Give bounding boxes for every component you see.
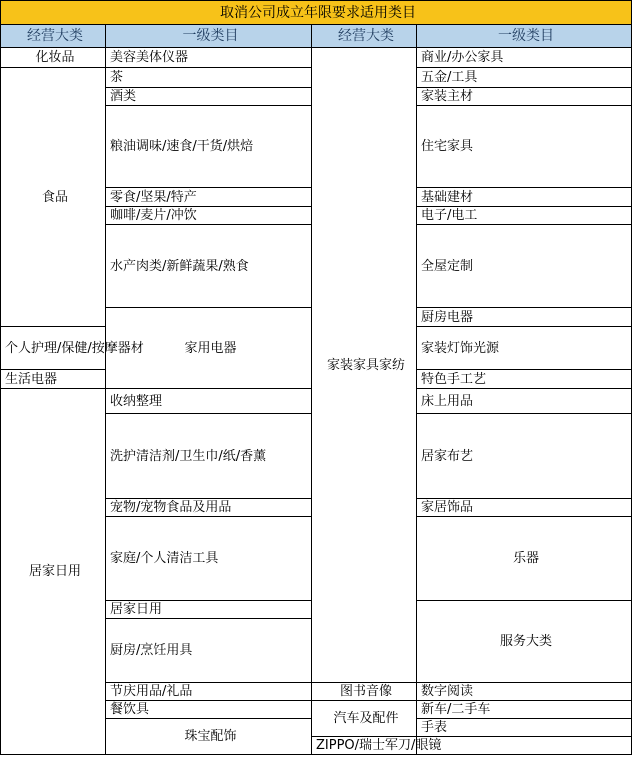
category-cell: 乐器 (417, 517, 632, 601)
subcategory-cell: 特色手工艺 (417, 370, 632, 389)
subcategory-cell: 家庭/个人清洁工具 (106, 517, 312, 601)
subcategory-cell: 厨房电器 (417, 308, 632, 327)
table-title: 取消公司成立年限要求适用类目 (1, 1, 632, 25)
subcategory-cell: 粮油调味/速食/干货/烘焙 (106, 106, 312, 188)
subcategory-cell: 基础建材 (417, 188, 632, 207)
header-right-sub: 一级类目 (417, 25, 632, 48)
subcategory-cell: 居家日用 (106, 601, 312, 619)
subcategory-cell: 家居饰品 (417, 499, 632, 517)
subcategory-cell: 手表 (417, 719, 632, 737)
subcategory-cell: 个人护理/保健/按摩器材 (1, 327, 106, 370)
category-cell: 家用电器 (106, 308, 312, 389)
category-cell: 化妆品 (1, 48, 106, 68)
subcategory-cell: 电子/电工 (417, 207, 632, 225)
category-cell: 珠宝配饰 (106, 719, 312, 755)
subcategory-cell: 家装灯饰光源 (417, 327, 632, 370)
subcategory-cell: 水产肉类/新鲜蔬果/熟食 (106, 225, 312, 308)
subcategory-cell: 美容美体仪器 (106, 48, 312, 68)
subcategory-cell: 床上用品 (417, 389, 632, 414)
subcategory-cell: 家装主材 (417, 88, 632, 106)
subcategory-cell: 酒类 (106, 88, 312, 106)
header-left-category: 经营大类 (1, 25, 106, 48)
category-cell: 图书音像 (312, 683, 417, 701)
subcategory-cell: 咖啡/麦片/冲饮 (106, 207, 312, 225)
subcategory-cell: 商业/办公家具 (417, 48, 632, 68)
subcategory-cell: 节庆用品/礼品 (106, 683, 312, 701)
empty-cell (417, 737, 632, 755)
subcategory-cell: 全屋定制 (417, 225, 632, 308)
category-cell: 家装家具家纺 (312, 48, 417, 683)
subcategory-cell: 餐饮具 (106, 701, 312, 719)
header-left-sub: 一级类目 (106, 25, 312, 48)
subcategory-cell: 住宅家具 (417, 106, 632, 188)
subcategory-cell: 生活电器 (1, 370, 106, 389)
subcategory-cell: ZIPPO/瑞士军刀/眼镜 (312, 737, 417, 755)
subcategory-cell: 居家布艺 (417, 414, 632, 499)
category-cell: 食品 (1, 68, 106, 327)
category-cell: 居家日用 (1, 389, 106, 755)
subcategory-cell: 收纳整理 (106, 389, 312, 414)
subcategory-cell: 洗护清洁剂/卫生巾/纸/香薰 (106, 414, 312, 499)
header-right-category: 经营大类 (312, 25, 417, 48)
subcategory-cell: 五金/工具 (417, 68, 632, 88)
subcategory-cell: 厨房/烹饪用具 (106, 619, 312, 683)
subcategory-cell: 新车/二手车 (417, 701, 632, 719)
subcategory-cell: 茶 (106, 68, 312, 88)
subcategory-cell: 数字阅读 (417, 683, 632, 701)
subcategory-cell: 宠物/宠物食品及用品 (106, 499, 312, 517)
subcategory-cell: 零食/坚果/特产 (106, 188, 312, 207)
category-cell: 服务大类 (417, 601, 632, 683)
category-cell: 汽车及配件 (312, 701, 417, 737)
